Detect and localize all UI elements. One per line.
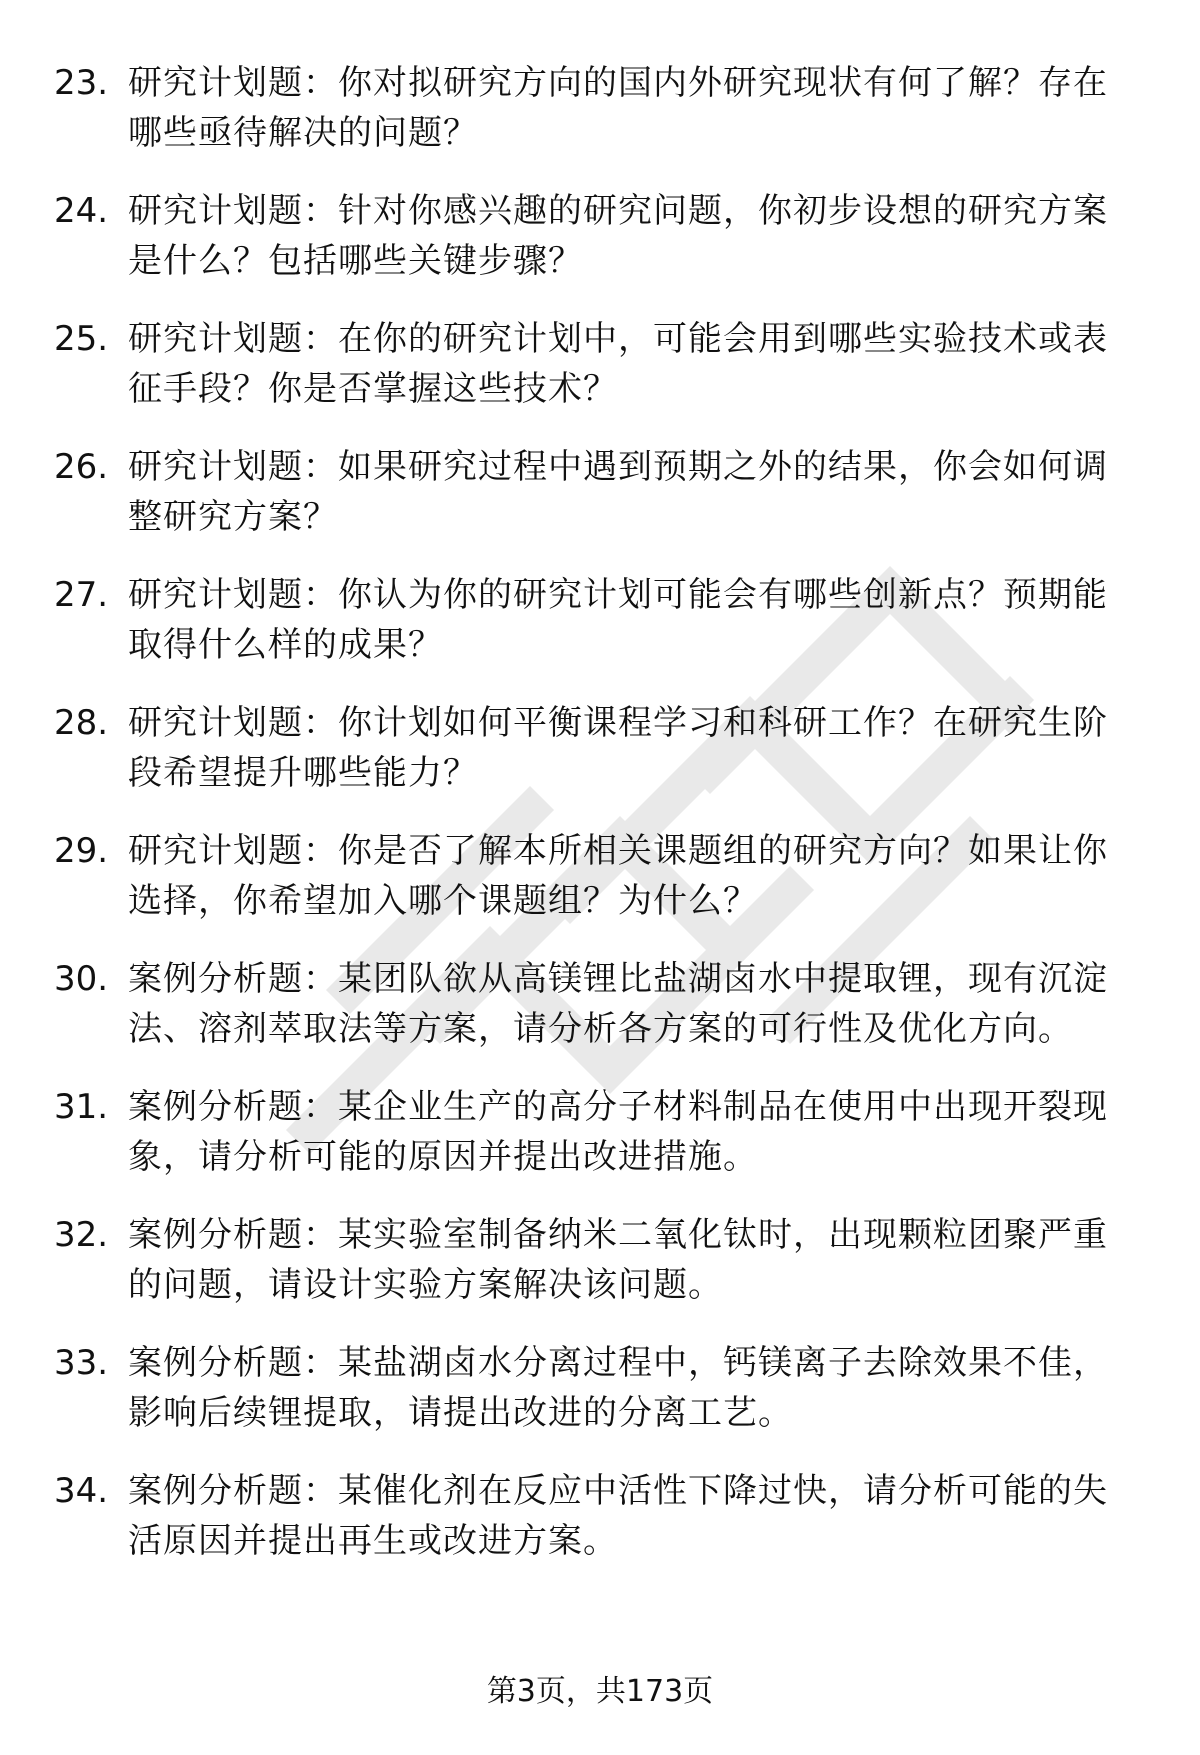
question-text: 研究计划题：你是否了解本所相关课题组的研究方向？如果让你选择，你希望加入哪个课题组？为什么？ (128, 831, 1108, 921)
question-item-34 (0, 1466, 1200, 1586)
question-number: 29. (54, 831, 109, 871)
question-number: 32. (54, 1215, 109, 1255)
question-text: 案例分析题：某团队欲从高镁锂比盐湖卤水中提取锂，现有沉淀法、溶剂萃取法等方案，请分析各方案的可行性及优化方向。 (128, 959, 1108, 1049)
question-item-26 (0, 442, 1200, 562)
question-text: 案例分析题：某盐湖卤水分离过程中，钙镁离子去除效果不佳，影响后续锂提取，请提出改进的分离工艺。 (128, 1343, 1108, 1433)
question-text: 案例分析题：某企业生产的高分子材料制品在使用中出现开裂现象，请分析可能的原因并提出改进措施。 (128, 1087, 1108, 1177)
question-list (0, 58, 1200, 1594)
question-number: 30. (54, 959, 109, 999)
question-number: 33. (54, 1343, 109, 1383)
question-text: 研究计划题：在你的研究计划中，可能会用到哪些实验技术或表征手段？你是否掌握这些技术？ (128, 319, 1108, 409)
question-number: 28. (54, 703, 109, 743)
question-item-33 (0, 1338, 1200, 1458)
question-number: 26. (54, 447, 109, 487)
question-number: 23. (54, 63, 109, 103)
question-item-27 (0, 570, 1200, 690)
question-text: 研究计划题：如果研究过程中遇到预期之外的结果，你会如何调整研究方案？ (128, 447, 1108, 537)
question-text: 研究计划题：你计划如何平衡课程学习和科研工作？在研究生阶段希望提升哪些能力？ (128, 703, 1108, 793)
question-number: 27. (54, 575, 109, 615)
question-item-30 (0, 954, 1200, 1074)
question-number: 25. (54, 319, 109, 359)
question-item-23 (0, 58, 1200, 178)
question-item-32 (0, 1210, 1200, 1330)
question-item-28 (0, 698, 1200, 818)
question-item-25 (0, 314, 1200, 434)
question-item-29 (0, 826, 1200, 946)
question-text: 研究计划题：针对你感兴趣的研究问题，你初步设想的研究方案是什么？包括哪些关键步骤？ (128, 191, 1108, 281)
question-text: 案例分析题：某催化剂在反应中活性下降过快，请分析可能的失活原因并提出再生或改进方案。 (128, 1471, 1108, 1561)
question-text: 研究计划题：你认为你的研究计划可能会有哪些创新点？预期能取得什么样的成果？ (128, 575, 1108, 665)
question-text: 案例分析题：某实验室制备纳米二氧化钛时，出现颗粒团聚严重的问题，请设计实验方案解决该问题。 (128, 1215, 1108, 1305)
question-item-24 (0, 186, 1200, 306)
question-item-31 (0, 1082, 1200, 1202)
question-number: 31. (54, 1087, 109, 1127)
page-footer: 第3页，共173页 (486, 1674, 714, 1709)
question-number: 34. (54, 1471, 109, 1511)
question-number: 24. (54, 191, 109, 231)
question-text: 研究计划题：你对拟研究方向的国内外研究现状有何了解？存在哪些亟待解决的问题？ (128, 63, 1108, 153)
